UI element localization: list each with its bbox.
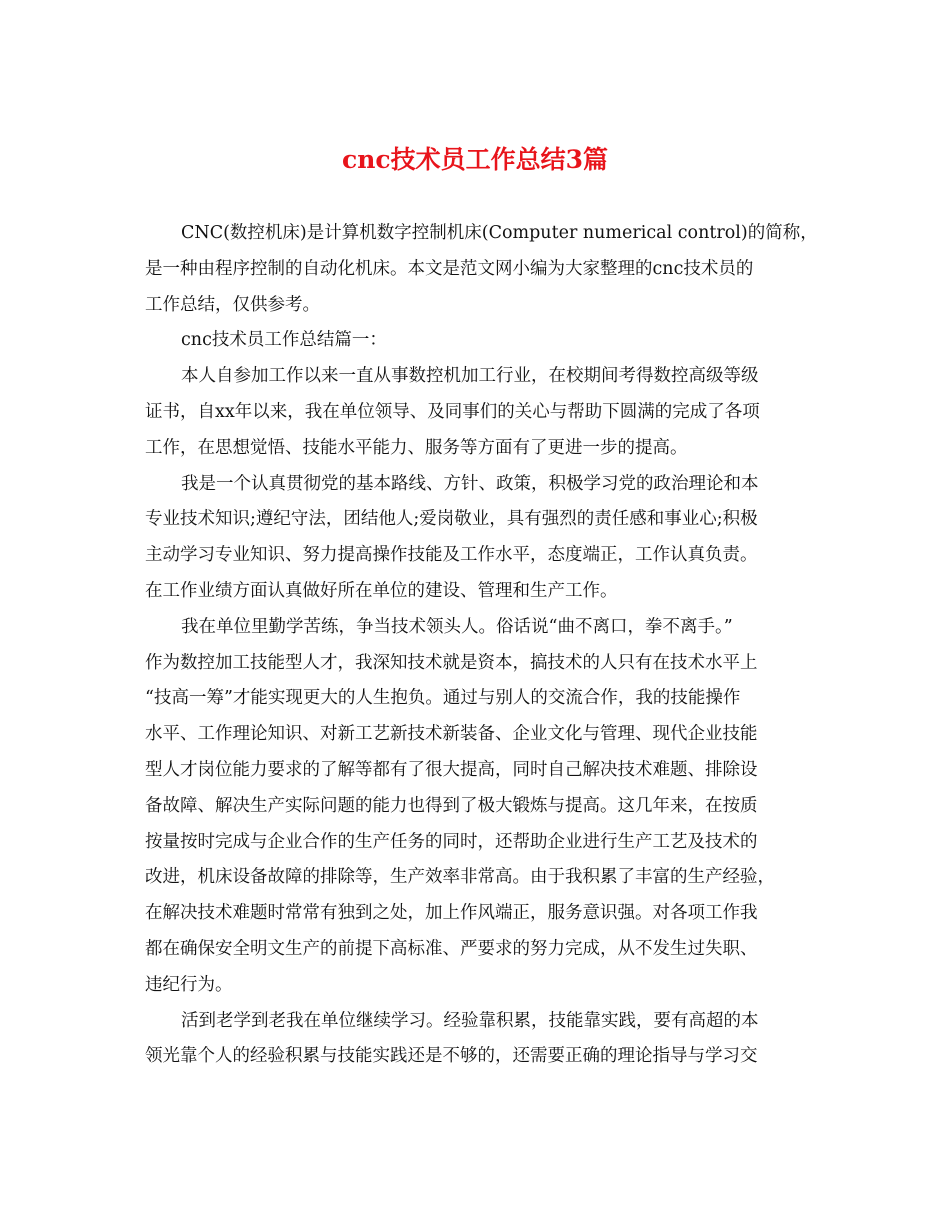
text-line: 水平、工作理论知识、对新工艺新技术新装备、企业文化与管理、现代企业技能 [145,724,758,745]
text-line: 违纪行为。 [145,974,233,995]
text-line: 领光靠个人的经验积累与技能实践还是不够的，还需要正确的理论指导与学习交 [145,1046,758,1067]
text-line: 在工作业绩方面认真做好所在单位的建设、管理和生产工作。 [145,580,618,601]
text-line: 活到老学到老我在单位继续学习。经验靠积累，技能靠实践，要有高超的本 [181,1010,759,1031]
text-line: 我在单位里勤学苦练，争当技术领头人。俗话说“曲不离口，拳不离手。” [181,616,733,637]
document-title: cnc技术员工作总结3篇 [341,145,609,174]
text-line: 是一种由程序控制的自动化机床。本文是范文网小编为大家整理的cnc技术员的 [145,258,754,279]
text-line: 证书，自xx年以来，我在单位领导、及同事们的关心与帮助下圆满的完成了各项 [145,401,760,422]
text-line: 按量按时完成与企业合作的生产任务的同时，还帮助企业进行生产工艺及技术的 [145,831,758,852]
text-line: 主动学习专业知识、努力提高操作技能及工作水平，态度端正，工作认真负责。 [145,545,758,566]
text-line: 工作，在思想觉悟、技能水平能力、服务等方面有了更进一步的提高。 [145,437,688,458]
text-line: 工作总结，仅供参考。 [145,294,320,315]
text-line: 在解决技术难题时常常有独到之处，加上作风端正，服务意识强。对各项工作我 [145,903,758,924]
text-line: 专业技术知识;遵纪守法，团结他人;爱岗敬业，具有强烈的责任感和事业心;积极 [145,509,758,530]
text-line: 备故障、解决生产实际问题的能力也得到了极大锻炼与提高。这几年来，在按质 [145,795,758,816]
text-line: CNC(数控机床)是计算机数字控制机床(Computer numerical control)的简称， [181,223,818,243]
text-line: 型人才岗位能力要求的了解等都有了很大提高，同时自己解决技术难题、排除设 [145,759,758,780]
document-body [145,216,818,1075]
text-line: 都在确保安全明文生产的前提下高标准、严要求的努力完成，从不发生过失职、 [145,938,758,959]
text-line: 本人自参加工作以来一直从事数控机加工行业，在校期间考得数控高级等级 [181,366,759,387]
text-line: 改进，机床设备故障的排除等，生产效率非常高。由于我积累了丰富的生产经验， [145,867,775,888]
text-line: 作为数控加工技能型人才，我深知技术就是资本，搞技术的人只有在技术水平上 [145,652,758,673]
text-line: 我是一个认真贯彻党的基本路线、方针、政策，积极学习党的政治理论和本 [181,473,759,494]
text-line: “技高一筹”才能实现更大的人生抱负。通过与别人的交流合作，我的技能操作 [145,688,741,709]
text-line: cnc技术员工作总结篇一： [181,330,387,351]
